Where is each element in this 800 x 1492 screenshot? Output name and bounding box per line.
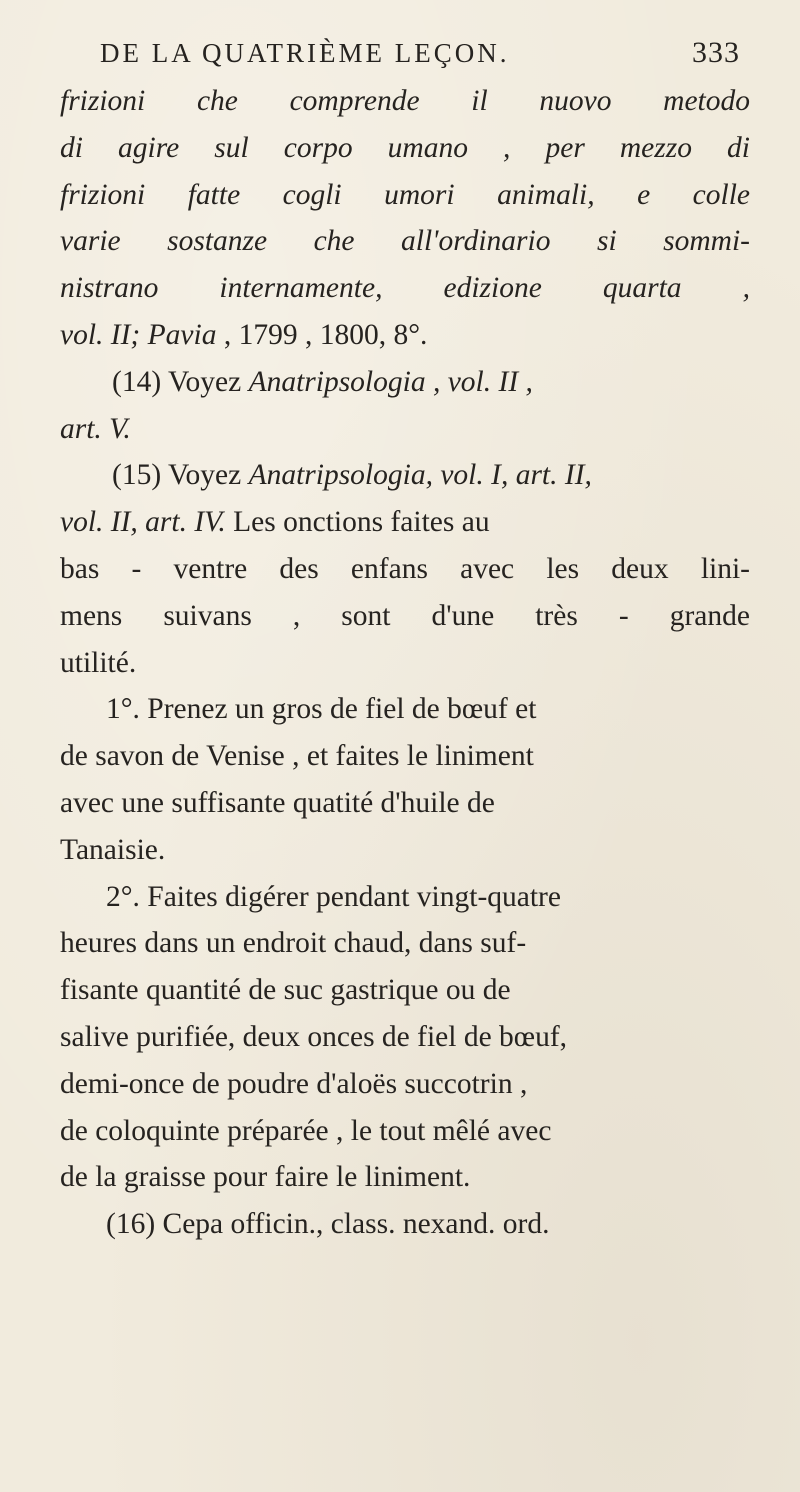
text-line: varie sostanze che all'ordinario si sommi- [60, 225, 750, 258]
text-line: fisante quantité de suc gastrique ou de [60, 974, 511, 1007]
text-line: nistrano internamente, edizione quarta , [60, 272, 750, 305]
text-line: heures dans un endroit chaud, dans suf- [60, 927, 527, 960]
text-line: salive purifiée, deux onces de fiel de bœuf, [60, 1020, 568, 1053]
text-line: de coloquinte préparée , le tout mêlé avec [60, 1114, 552, 1147]
text-line: mens suivans , sont d'une très - grande [60, 599, 750, 632]
text-line: utilité. [60, 646, 137, 679]
footnote-16: (16) Cepa officin., class. nexand. ord. [106, 1208, 550, 1241]
recipe-2: 2°. Faites digérer pendant vingt-quatre [106, 880, 561, 913]
text-line: de la graisse pour faire le liniment. [60, 1161, 471, 1194]
text-line: frizioni fatte cogli umori animali, e colle [60, 178, 750, 211]
text-line: vol. II, art. IV. Les onctions faites au [60, 506, 490, 539]
text-line: de savon de Venise , et faites le liniment [60, 740, 534, 773]
text-line: Tanaisie. [60, 833, 166, 866]
text-line: avec une suffisante quatité d'huile de [60, 786, 495, 819]
recipe-1: 1°. Prenez un gros de fiel de bœuf et [106, 693, 537, 726]
text-line: bas - ventre des enfans avec les deux lini- [60, 552, 750, 585]
text-line: frizioni che comprende il nuovo metodo [60, 85, 750, 117]
body-text [60, 78, 750, 1248]
text-line: di agire sul corpo umano , per mezzo di [60, 131, 750, 164]
page-number: 333 [692, 36, 740, 69]
text-line: vol. II; Pavia , 1799 , 1800, 8°. [60, 318, 428, 351]
footnote-15: (15) Voyez Anatripsologia, vol. I, art. II, [112, 459, 592, 492]
running-head [100, 32, 740, 72]
text-line: demi-once de poudre d'aloës succotrin , [60, 1067, 528, 1100]
text-line: art. V. [60, 412, 131, 445]
footnote-14: (14) Voyez Anatripsologia , vol. II , [112, 365, 533, 398]
running-title: DE LA QUATRIÈME LEÇON. [100, 38, 510, 68]
